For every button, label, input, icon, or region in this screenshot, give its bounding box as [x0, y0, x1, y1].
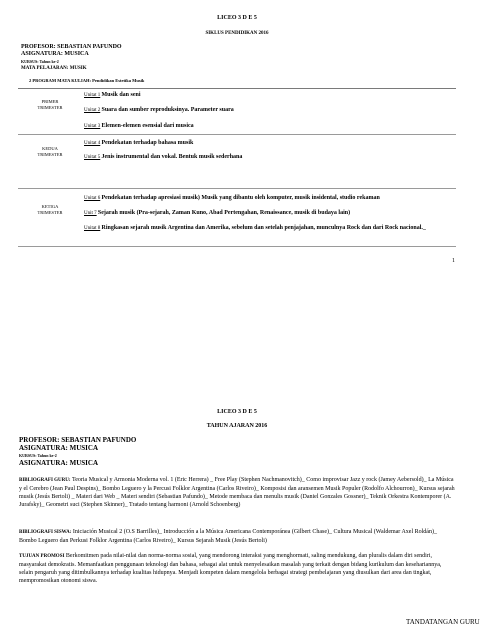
unit-row — [84, 154, 242, 160]
unit-text: Musik dan seni — [101, 92, 141, 98]
teacher-bibliography — [19, 476, 455, 509]
mata-label: MATA PELAJARAN: MUSIK — [21, 66, 87, 71]
subject-label-2: ASIGNATURA: MUSICA — [19, 459, 99, 467]
unit-row — [84, 140, 193, 146]
unit-text: Pendekatan terhadap apresiasi musik) Musik yang dibantu oleh komputer, musik insidental, studio rekaman — [101, 195, 380, 201]
teacher-signature-label: TANDATANGAN GURU — [406, 618, 480, 626]
cycle-title: SIKLUS PENDIDIKAN 2016 — [205, 31, 269, 36]
unit-tag: Unitat 6 — [84, 196, 101, 201]
school-title: LICEO 3 D E 5 — [217, 15, 257, 21]
table-top-rule — [18, 88, 456, 89]
student-bibliography-label: BIBLIOGRAFI SISWA: — [19, 530, 72, 535]
trimester-1-label-line1: PRIMER — [41, 99, 59, 104]
promotion-objectives-text: Berkomitmen pada nilai-nilai dan norma-norma sosial, yang mendorong interaksi yang menghormati, saling mendukung, dan pluralis dalam diri sendiri, masyarakat demokratis. Memanfaatkan penggunaan teknologi dan bahasa, sebagai alat untuk menyelesaikan masalah yang terkait dengan bidang kurikulum dan kesehariannya, selain pengaruh yang ditimbulkannya terhadap kualitas hidupnya. Menjadi kompeten dalam mengelola berbagai strategi pembelajaran yang diusulkan dari area dan tingkat, mempromosikan otonomi siswa. — [19, 553, 442, 584]
course-label: KURSUS: Tahun ke-2 — [19, 453, 57, 458]
student-bibliography — [19, 528, 455, 545]
trimester-2-label — [26, 146, 74, 158]
unit-text: Jenis instrumental dan vokal. Bentuk musik sederhana — [101, 154, 243, 160]
unit-tag: Unitat 8 — [84, 226, 101, 231]
table-bottom-rule — [18, 246, 456, 247]
professor-label: PROFESOR: SEBASTIAN PAFUNDO — [19, 436, 137, 444]
unit-text: Ringkasan sejarah musik Argentina dan Amerika, sebelum dan setelah penjajahan, munculnya Rock dan dari Rock nacional._ — [101, 225, 426, 231]
trimester-2-label-line2: TRIMESTER — [37, 152, 63, 157]
unit-tag: Unitat 5 — [84, 155, 101, 160]
teacher-bibliography-label: BIBLIOGRAFI GURU: — [19, 478, 71, 483]
unit-text: Sejarah musik (Pra-sejarah, Zaman Kuno, Abad Pertengahan, Renaissance, musik di budaya lain) — [97, 210, 351, 216]
trimester-1-label-line2: TRIMESTER — [37, 105, 63, 110]
student-bibliography-text: Iniciación Musical 2 (O.S Barrilles)_ Introducción a la Música Americana Contemporánea (Gilbert Chase)_ Cultura Musical (Waldemar Axel Roldán)_ Bombo Leguero dan Perkusi Folklor Argentina (Carlos Riveiro)_ Kursus Sejarah Musik (Jesús Bertoli) — [19, 529, 437, 544]
program-label: 2 PROGRAM MATA KULIAH: Pendidikan Estetika Musik — [29, 78, 145, 83]
trimester-3-label — [26, 204, 74, 216]
promotion-objectives-label: TUJUAN PROMOSI — [19, 554, 65, 559]
unit-text: Elemen-elemen esensial dari musica — [101, 123, 194, 129]
unit-row — [84, 210, 350, 216]
trimester-1-label — [26, 99, 74, 111]
unit-tag: Unit 7 — [84, 211, 97, 216]
unit-row — [84, 225, 444, 232]
trimester-3-label-line2: TRIMESTER — [37, 210, 63, 215]
table-rule — [18, 134, 456, 135]
professor-label: PROFESOR: SEBASTIAN PAFUNDO — [21, 44, 122, 50]
unit-tag: Unitat 3 — [84, 124, 101, 129]
unit-tag: Unitat 4 — [84, 141, 101, 146]
school-title: LICEO 3 D E 5 — [217, 409, 257, 415]
unit-tag: Unitat 2 — [84, 108, 101, 113]
unit-tag: Unitat 1 — [84, 93, 101, 98]
trimester-3-label-line1: KETIGA — [41, 204, 59, 209]
unit-text: Suara dan sumber reproduksinya. Parameter suara — [101, 107, 234, 113]
course-label: KURSUS: Tahun ke-2 — [21, 59, 59, 64]
year-title: TAHUN AJARAN 2016 — [206, 423, 268, 429]
promotion-objectives — [19, 552, 455, 585]
unit-text: Pendekatan terhadap bahasa musik — [101, 140, 194, 146]
teacher-bibliography-text: Teoria Musical y Armonia Moderna vol. 1 (Eric Herrera) _ Free Play (Stephen Nachmanovitch)_ Como improvisar Jazz y rock (Jamey Aebersold)_ La Música y el Cerebro (Jean Paul Despins)_ Bombo Leguero y la Percusi Folklor Argentina (Carlos Riveiro)_ Komposisi dan aransemen Musik Populer (Rodolfo Alchourron)_ Kursus sejarah musik (Jesús Bertoli) _ Materi dari Web _ Materi sendiri (Sebastian Pafundo)_ Metode membaca dan menulis musik (Daniel Gonzales Gossner)_ Teknik Orkestra Kontemporer (A. Jurafsky)_ Geometri suci (Stephen Skinner)_ Tratado tentang harmoni (Arnold Schoenberg) — [19, 477, 455, 508]
table-rule — [18, 188, 456, 189]
unit-row — [84, 123, 194, 129]
subject-label: ASIGNATURA: MUSICA — [19, 444, 99, 452]
unit-row — [84, 92, 141, 98]
subject-label: ASIGNATURA: MUSICA — [21, 51, 89, 57]
unit-row — [84, 195, 380, 201]
trimester-2-label-line1: KEDUA — [42, 146, 58, 151]
unit-row — [84, 107, 234, 113]
page-number: 1 — [452, 258, 455, 264]
